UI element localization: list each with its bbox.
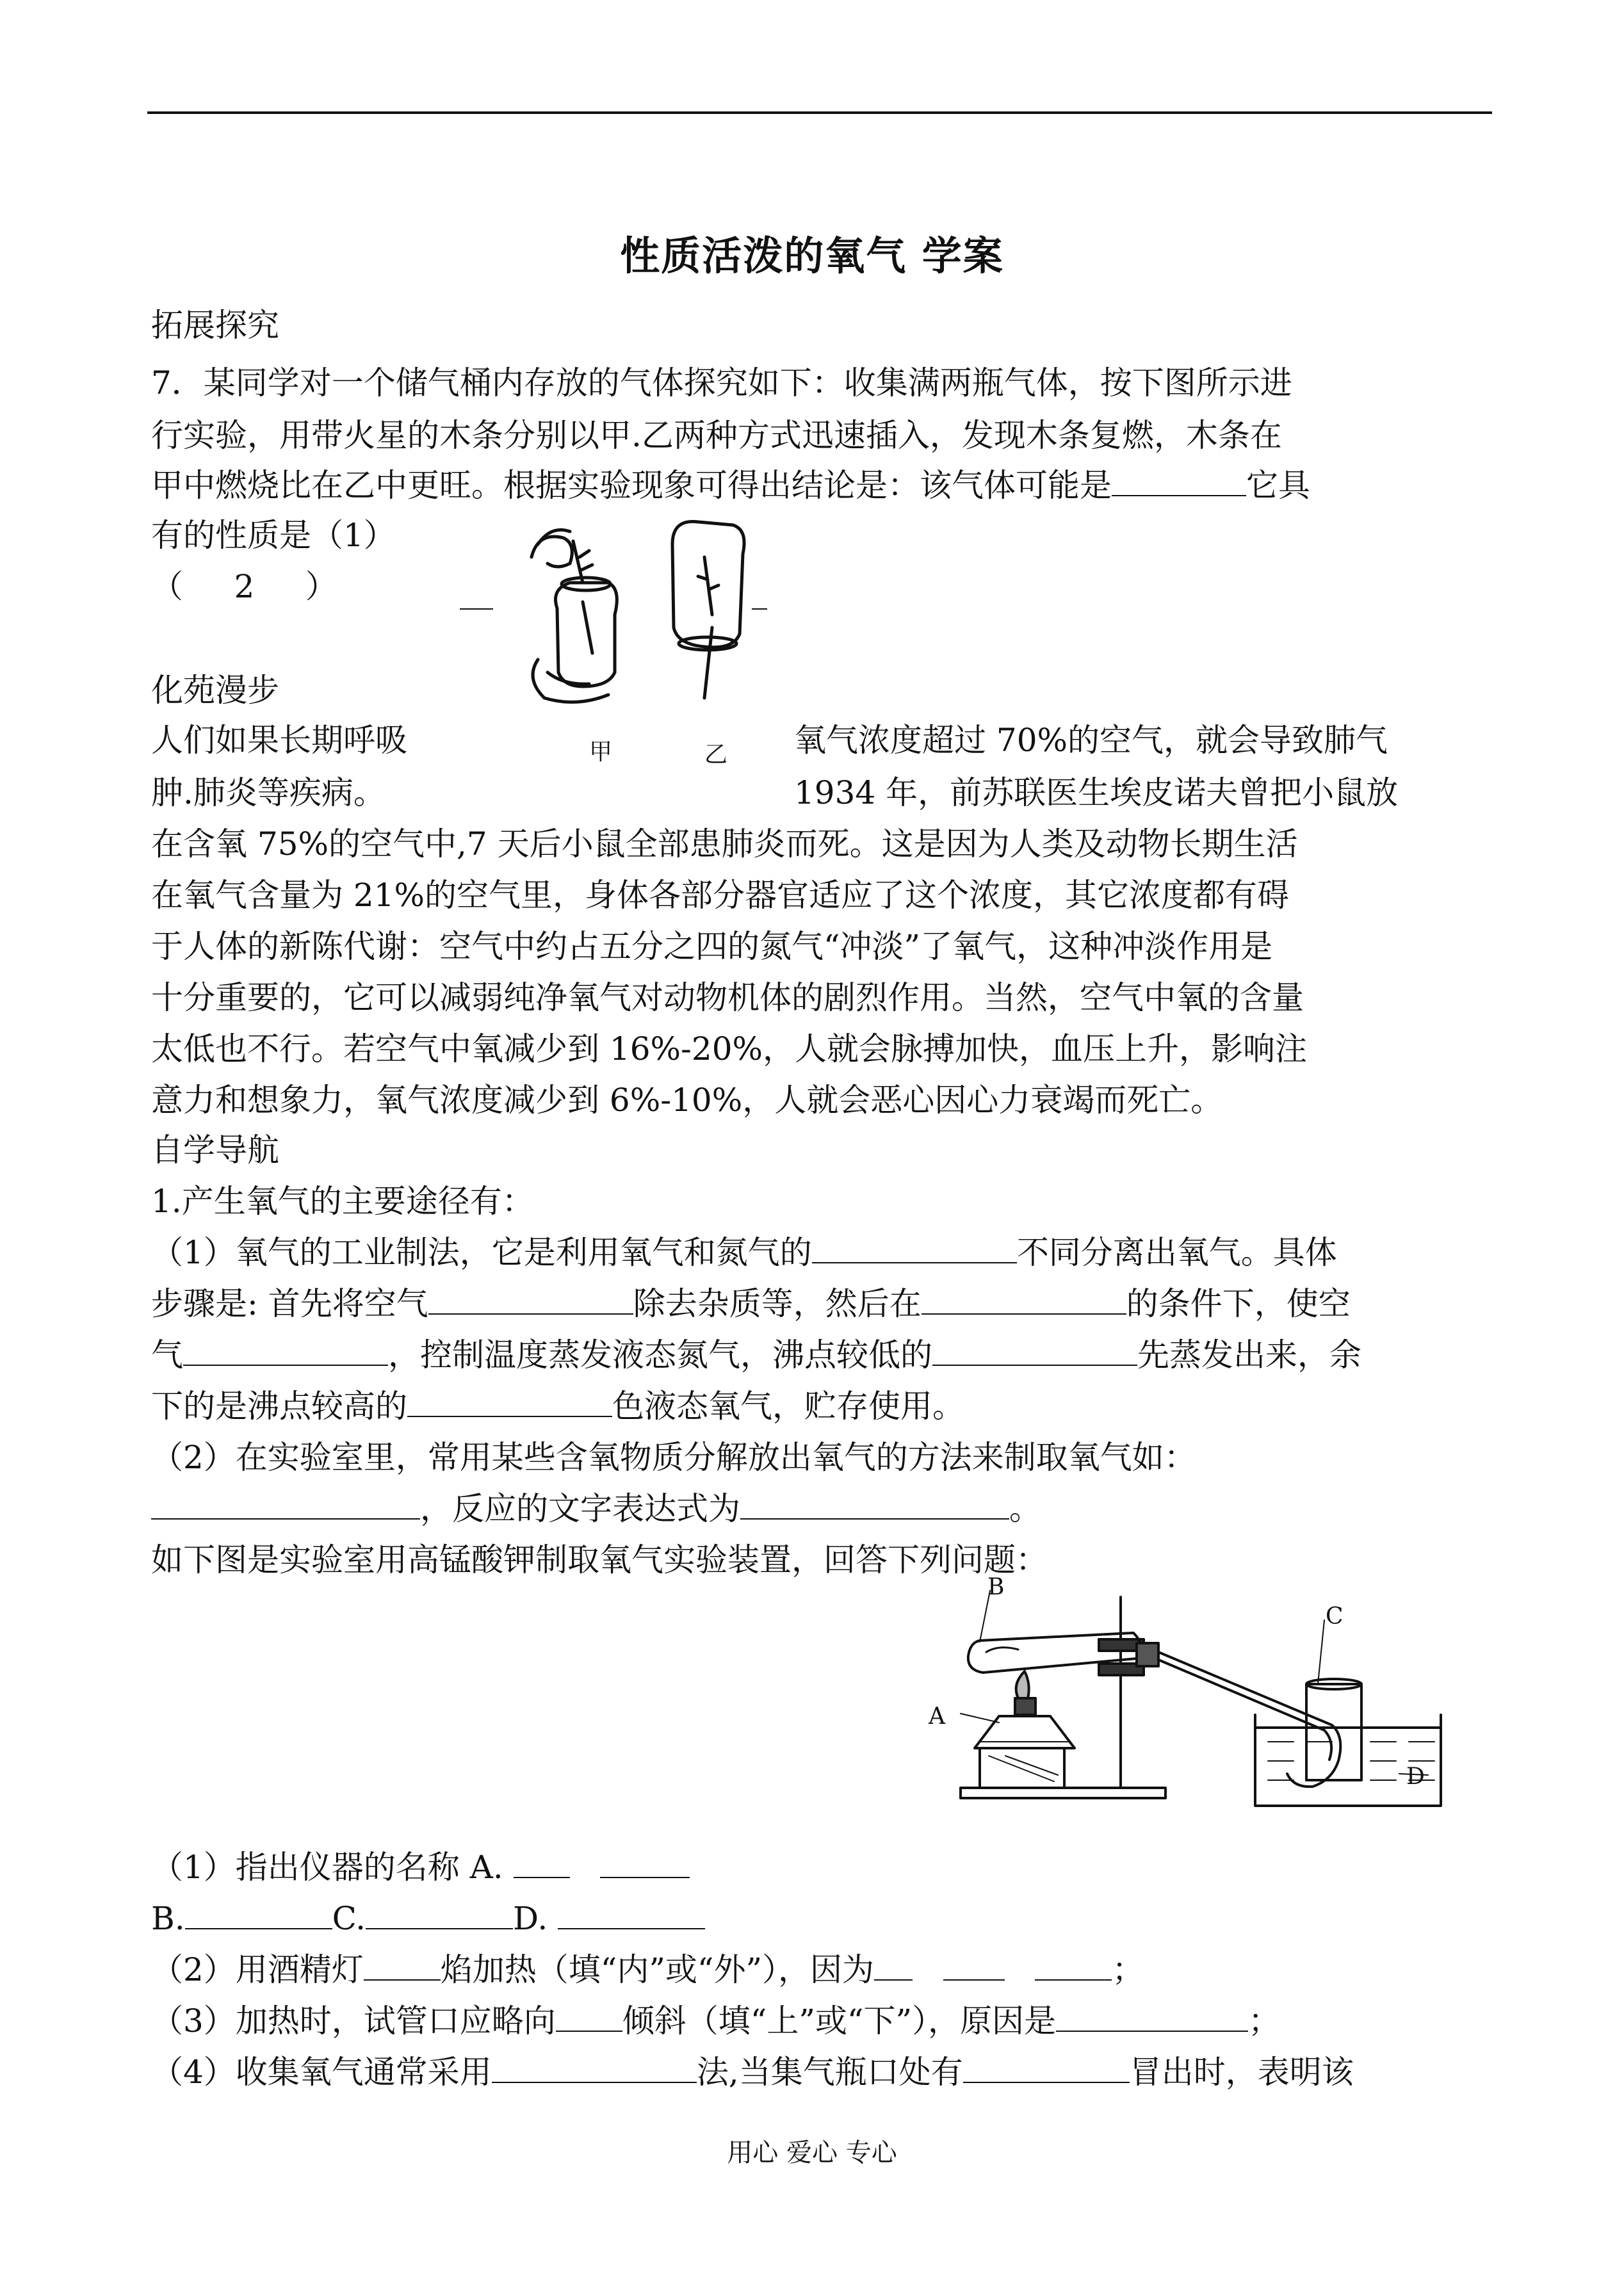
self-line-a3-mid: ，控制温度蒸发液态氮气，沸点较低的	[388, 1336, 932, 1374]
blank-bubbles[interactable]	[963, 2054, 1130, 2083]
self-line-a3-text: 气	[151, 1336, 183, 1374]
q7-property-blank-1[interactable]	[460, 580, 493, 610]
apparatus-label-d: D	[1406, 1764, 1425, 1790]
q1-c-label: C.	[332, 1900, 366, 1937]
blank-c-name[interactable]	[366, 1900, 513, 1929]
self-line-b1: （2）在实验室里，常用某些含氧物质分解放出氧气的方法来制取氧气如：	[151, 1439, 1196, 1476]
self-line-a4-tail: 色液态氧气，贮存使用。	[612, 1388, 964, 1425]
garden-line-1a: 人们如果长期呼吸	[151, 722, 407, 759]
blank-condition[interactable]	[922, 1285, 1126, 1315]
question-2-text: （2）用酒精灯	[151, 1951, 364, 1988]
blank-collect-method[interactable]	[492, 2054, 697, 2083]
question-3-mid: 倾斜（填“上”或“下”），原因是	[622, 2002, 1057, 2040]
question-2-tail: ；	[1112, 1951, 1144, 1988]
header-rule	[147, 111, 1492, 114]
q7-gas-blank[interactable]	[1112, 467, 1246, 496]
self-line-a1-text: （1）氧气的工业制法，它是利用氧气和氮气的	[151, 1234, 812, 1271]
apparatus-label-a: A	[929, 1703, 945, 1730]
blank-reason-2[interactable]	[943, 1951, 1005, 1981]
question-4	[151, 2053, 1354, 2091]
self-line-a3-tail: 先蒸发出来，余	[1137, 1336, 1361, 1374]
question-4-mid: 法,当集气瓶口处有	[696, 2054, 963, 2091]
question-2	[151, 1950, 1144, 1989]
blank-tilt-reason[interactable]	[1056, 2002, 1248, 2032]
blank-flame-part[interactable]	[364, 1951, 441, 1981]
section-heading-garden: 化苑漫步	[151, 672, 279, 709]
blank-liquefy[interactable]	[183, 1336, 388, 1366]
self-line-a1-tail: 不同分离出氧气。具体	[1016, 1234, 1337, 1271]
self-line-1: 1.产生氧气的主要途径有：	[151, 1183, 534, 1220]
blank-b-name[interactable]	[185, 1900, 332, 1929]
self-line-a2	[151, 1285, 1351, 1323]
gas-test-figure	[512, 519, 781, 711]
garden-line-3: 在含氧 75%的空气中,7 天后小鼠全部患肺炎而死。这是因为人类及动物长期生活	[151, 825, 1298, 863]
question-1	[151, 1848, 690, 1886]
question-2-mid: 焰加热（填“内”或“外”），因为	[440, 1951, 875, 1988]
apparatus-label-b: B	[987, 1574, 1005, 1600]
blank-reason-1[interactable]	[874, 1951, 913, 1981]
self-line-a2-tail: 的条件下，使空	[1126, 1285, 1351, 1322]
q7-line-3	[151, 466, 1310, 505]
blank-air-process[interactable]	[428, 1285, 633, 1315]
self-line-a2-mid: 除去杂质等，然后在	[633, 1285, 922, 1322]
garden-line-6: 十分重要的，它可以减弱纯净氧气对动物机体的剧烈作用。当然，空气中氧的含量	[151, 979, 1304, 1016]
question-3	[151, 2002, 1280, 2040]
self-line-b2-text: ，反应的文字表达式为	[420, 1490, 740, 1527]
blank-low-boiling[interactable]	[932, 1336, 1137, 1366]
question-4-tail: 冒出时，表明该	[1129, 2054, 1354, 2091]
question-4-text: （4）收集氧气通常采用	[151, 2054, 492, 2091]
section-heading-self: 自学导航	[151, 1131, 279, 1169]
q7-line-5: （ 2 ）	[151, 568, 337, 605]
blank-a-name-1[interactable]	[514, 1849, 570, 1878]
page-title: 性质活泼的氧气 学案	[620, 232, 1004, 279]
question-1-text: （1）指出仪器的名称 A.	[151, 1849, 503, 1886]
self-line-a1	[151, 1233, 1337, 1272]
blank-d-name[interactable]	[558, 1900, 705, 1929]
section-heading-extend: 拓展探究	[151, 307, 279, 344]
self-line-b2	[151, 1489, 1041, 1528]
blank-method[interactable]	[151, 1490, 420, 1520]
self-line-c1: 如下图是实验室用高锰酸钾制取氧气实验装置，回答下列问题：	[151, 1541, 1048, 1578]
q7-line-3-text: 甲中燃烧比在乙中更旺。根据实验现象可得出结论是：该气体可能是	[151, 467, 1112, 504]
garden-line-1b: 氧气浓度超过 70%的空气，就会导致肺气	[794, 722, 1388, 759]
blank-color[interactable]	[407, 1388, 612, 1417]
q7-line-2: 行实验，用带火星的木条分别以甲.乙两种方式迅速插入，发现木条复燃，木条在	[151, 417, 1282, 454]
self-line-a4	[151, 1387, 964, 1425]
blank-boiling-point[interactable]	[812, 1234, 1017, 1263]
blank-equation[interactable]	[740, 1490, 1009, 1520]
figure-label-yi: 乙	[704, 742, 728, 768]
q1-b-label: B.	[151, 1900, 185, 1937]
self-line-a3	[151, 1336, 1361, 1374]
blank-a-name-2[interactable]	[600, 1849, 690, 1878]
garden-line-8: 意力和想象力，氧气浓度减少到 6%-10%，人就会恶心因心力衰竭而死亡。	[151, 1082, 1223, 1119]
question-3-text: （3）加热时，试管口应略向	[151, 2002, 556, 2040]
question-3-tail: ；	[1248, 2002, 1281, 2040]
self-line-a2-text: 步骤是: 首先将空气	[151, 1285, 428, 1322]
self-line-b2-tail: 。	[1009, 1490, 1041, 1527]
q7-line-1: 7．某同学对一个储气桶内存放的气体探究如下：收集满两瓶气体，按下图所示进	[151, 364, 1292, 401]
page-footer: 用心 爱心 专心	[727, 2138, 897, 2168]
garden-line-2a: 肿.肺炎等疾病。	[151, 774, 386, 811]
garden-line-2b: 1934 年，前苏联医生埃皮诺夫曾把小鼠放	[794, 774, 1399, 811]
self-line-a4-text: 下的是沸点较高的	[151, 1388, 407, 1425]
q1-d-label: D.	[513, 1900, 548, 1937]
garden-line-4: 在氧气含量为 21%的空气里，身体各部分器官适应了这个浓度，其它浓度都有碍	[151, 877, 1290, 914]
question-1-line-2	[151, 1899, 705, 1938]
q7-line-3-tail: 它具	[1246, 467, 1310, 504]
apparatus-figure	[922, 1588, 1447, 1819]
blank-reason-3[interactable]	[1035, 1951, 1112, 1981]
garden-line-7: 太低也不行。若空气中氧减少到 16%-20%，人就会脉搏加快，血压上升，影响注	[151, 1030, 1308, 1067]
q7-line-4: 有的性质是（1）	[151, 517, 396, 554]
blank-tilt-direction[interactable]	[556, 2002, 622, 2032]
garden-line-5: 于人体的新陈代谢：空气中约占五分之四的氮气“冲淡”了氧气，这种冲淡作用是	[151, 928, 1273, 965]
figure-label-jia: 甲	[589, 739, 613, 765]
apparatus-label-c: C	[1326, 1603, 1344, 1630]
